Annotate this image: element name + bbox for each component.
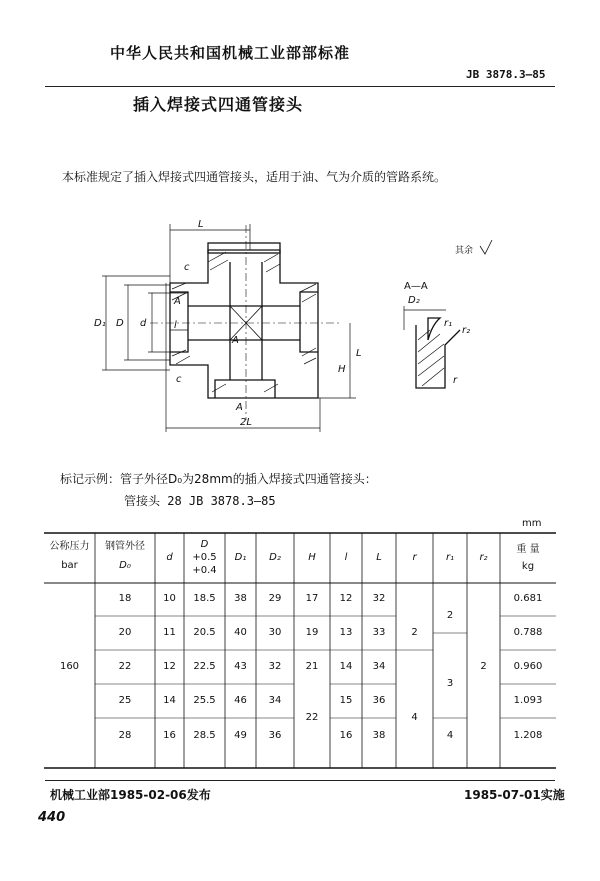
- table-cell: 14: [163, 695, 176, 706]
- dim-label-l: l: [174, 320, 177, 331]
- table-cell: 40: [234, 627, 247, 638]
- header-L: L: [376, 552, 382, 563]
- table-cell: 29: [268, 593, 282, 604]
- table-cell: 33: [372, 627, 386, 638]
- dim-label-r: r: [453, 375, 458, 386]
- header-l: l: [344, 552, 348, 563]
- table-cell: 14: [339, 661, 353, 672]
- r1-row-5: 4: [446, 730, 454, 741]
- table-cell: 12: [163, 661, 176, 672]
- header-D: D +0.5 +0.4: [192, 539, 217, 576]
- header-r1: r₁: [445, 552, 455, 563]
- dim-label-H: H: [338, 364, 346, 375]
- standard-code: JB 3878.3—85: [466, 68, 546, 81]
- header-D2: D₂: [269, 552, 281, 563]
- page-title: 插入焊接式四通管接头: [133, 95, 304, 114]
- table-cell: 28.5: [193, 730, 216, 741]
- table-cell: 22: [118, 661, 132, 672]
- table-cell: 38: [372, 730, 386, 741]
- table-cell: 25.5: [193, 695, 216, 706]
- table-cell: 36: [372, 695, 386, 706]
- table-cell: 34: [372, 661, 386, 672]
- dim-label-r2: r₂: [462, 325, 471, 336]
- table-cell: 25: [118, 695, 132, 706]
- table-cell: 0.960: [513, 661, 543, 672]
- table-cell: 18.5: [193, 593, 216, 604]
- merged-r1-rows-1-2: 2: [446, 610, 454, 621]
- table-cell: 18: [118, 593, 132, 604]
- dim-label-r1: r₁: [444, 318, 453, 329]
- table-cell: 28: [118, 730, 132, 741]
- table-cell: 20.5: [193, 627, 216, 638]
- table-cell: 20: [118, 627, 132, 638]
- table-cell: 15: [339, 695, 353, 706]
- merged-r-rows-4-5: 4: [411, 712, 418, 723]
- dim-label-d: d: [140, 318, 147, 329]
- table-cell: 38: [234, 593, 247, 604]
- marking-example: 标记示例：管子外径D₀为28mm的插入焊接式四通管接头：: [60, 472, 377, 486]
- table-cell: 1.093: [513, 695, 543, 706]
- table-cell: 22.5: [193, 661, 216, 672]
- merged-r-rows-1-3: 2: [411, 627, 418, 638]
- effective-date: 1985-07-01实施: [464, 788, 565, 802]
- merged-r2-all: 2: [480, 661, 487, 672]
- issue-date: 机械工业部1985-02-06发布: [50, 788, 211, 802]
- section-title: A—A: [404, 281, 428, 292]
- table-cell: 0.681: [513, 593, 543, 604]
- marking-example-code: 管接头 28 JB 3878.3—85: [124, 494, 276, 508]
- table-cell: 11: [163, 627, 176, 638]
- table-cell: 32: [372, 593, 386, 604]
- table-cell: 32: [268, 661, 282, 672]
- header-r: r: [412, 552, 417, 563]
- header-pressure: 公称压力 bar: [49, 541, 90, 571]
- section-mark-A-center: A: [232, 335, 239, 346]
- table-cell: 34: [268, 695, 282, 706]
- section-mark-A-top: A: [174, 296, 181, 307]
- dim-label-D2: D₂: [408, 295, 420, 306]
- table-cell: 12: [339, 593, 353, 604]
- dim-label-2L: 2L: [240, 417, 252, 428]
- section-mark-A-bottom: A: [236, 402, 243, 413]
- header-D1: D₁: [234, 552, 247, 563]
- header-H: H: [308, 552, 316, 563]
- footer-rule: [45, 780, 555, 781]
- dim-label-D1: D₁: [94, 318, 106, 329]
- table-cell: 30: [268, 627, 282, 638]
- dim-label-c: c: [176, 374, 182, 385]
- pressure-value: 160: [59, 661, 80, 672]
- merged-r1-rows-3-4: 3: [446, 678, 454, 689]
- table-cell: 16: [339, 730, 353, 741]
- header-weight: 重 量 kg: [516, 544, 540, 572]
- table-cell: 46: [234, 695, 247, 706]
- table-cell: 0.788: [513, 627, 543, 638]
- table-cell: 43: [234, 661, 247, 672]
- header-r2: r₂: [479, 552, 488, 563]
- dim-label-D: D: [116, 318, 124, 329]
- dim-label-L: L: [198, 219, 204, 230]
- header-pipe-od: 钢管外径 D₀: [105, 541, 145, 571]
- table-cell: 36: [268, 730, 282, 741]
- table-cell: 21: [305, 661, 319, 672]
- page-number: 440: [38, 810, 66, 825]
- issuing-authority: 中华人民共和国机械工业部部标准: [110, 44, 351, 62]
- table-cell: 49: [234, 730, 247, 741]
- dim-label-c-top: c: [184, 262, 190, 273]
- header-d: d: [166, 552, 173, 563]
- surface-finish-note: 其余: [455, 246, 474, 256]
- table-cell: 19: [305, 627, 319, 638]
- scope-text: 本标准规定了插入焊接式四通管接头，适用于油、气为介质的管路系统。: [62, 170, 447, 184]
- table-cell: 1.208: [513, 730, 543, 741]
- table-cell: 17: [305, 593, 319, 604]
- table-cell: 10: [163, 593, 176, 604]
- merged-H-rows-4-5: 22: [305, 712, 319, 723]
- unit-label: mm: [522, 518, 542, 529]
- dim-label-L-right: L: [356, 348, 362, 359]
- table-cell: 16: [163, 730, 176, 741]
- table-cell: 13: [339, 627, 353, 638]
